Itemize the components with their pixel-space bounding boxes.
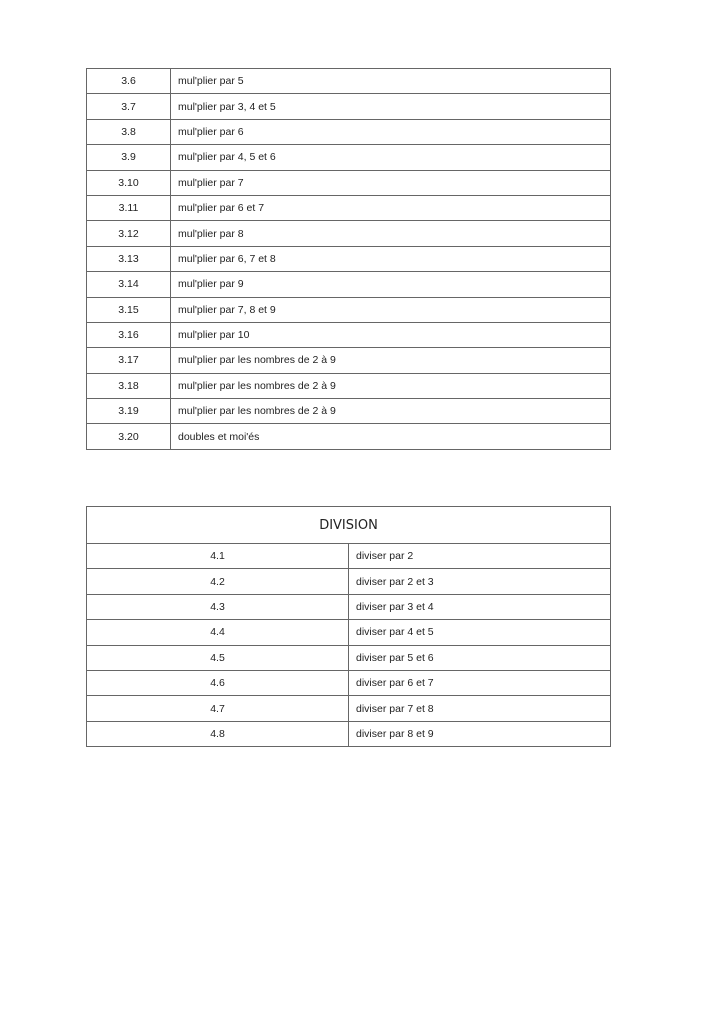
row-number: 3.6 (87, 69, 171, 94)
table-row (87, 119, 611, 144)
row-label: mul'plier par 6 (171, 119, 611, 144)
row-number: 3.18 (87, 373, 171, 398)
row-label: diviser par 5 et 6 (349, 645, 611, 670)
row-number: 3.20 (87, 424, 171, 449)
table-row (87, 620, 611, 645)
table-row (87, 195, 611, 220)
row-number: 3.16 (87, 322, 171, 347)
row-number: 4.7 (87, 696, 349, 721)
row-label: mul'plier par 7 (171, 170, 611, 195)
row-label: diviser par 2 et 3 (349, 569, 611, 594)
row-number: 3.8 (87, 119, 171, 144)
row-number: 3.17 (87, 348, 171, 373)
row-number: 3.11 (87, 195, 171, 220)
row-label: mul'plier par 6 et 7 (171, 195, 611, 220)
table-row (87, 246, 611, 271)
row-number: 3.10 (87, 170, 171, 195)
row-label: mul'plier par 10 (171, 322, 611, 347)
row-label: mul'plier par 3, 4 et 5 (171, 94, 611, 119)
table-row (87, 322, 611, 347)
table-row (87, 670, 611, 695)
table-row (87, 145, 611, 170)
row-label: doubles et moi'és (171, 424, 611, 449)
row-label: mul'plier par 8 (171, 221, 611, 246)
row-number: 4.5 (87, 645, 349, 670)
row-label: mul'plier par 9 (171, 272, 611, 297)
table-row (87, 696, 611, 721)
table-row (87, 569, 611, 594)
table-row (87, 594, 611, 619)
row-number: 3.13 (87, 246, 171, 271)
row-number: 4.8 (87, 721, 349, 746)
table-row (87, 297, 611, 322)
row-label: mul'plier par 7, 8 et 9 (171, 297, 611, 322)
row-number: 3.9 (87, 145, 171, 170)
row-label: diviser par 3 et 4 (349, 594, 611, 619)
row-label: mul'plier par les nombres de 2 à 9 (171, 348, 611, 373)
row-label: diviser par 8 et 9 (349, 721, 611, 746)
row-label: mul'plier par 4, 5 et 6 (171, 145, 611, 170)
row-label: diviser par 2 (349, 544, 611, 569)
row-number: 3.7 (87, 94, 171, 119)
row-number: 4.2 (87, 569, 349, 594)
row-number: 4.4 (87, 620, 349, 645)
row-label: mul'plier par 5 (171, 69, 611, 94)
multiplication-table (86, 68, 611, 450)
table-row (87, 645, 611, 670)
table-row (87, 170, 611, 195)
table-row (87, 221, 611, 246)
table-row (87, 544, 611, 569)
row-number: 4.3 (87, 594, 349, 619)
table-row (87, 69, 611, 94)
row-label: mul'plier par les nombres de 2 à 9 (171, 373, 611, 398)
row-number: 3.12 (87, 221, 171, 246)
row-number: 4.1 (87, 544, 349, 569)
table-row (87, 373, 611, 398)
row-label: diviser par 7 et 8 (349, 696, 611, 721)
table-row (87, 348, 611, 373)
table-row (87, 399, 611, 424)
division-table (86, 506, 611, 747)
row-label: mul'plier par les nombres de 2 à 9 (171, 399, 611, 424)
row-number: 3.15 (87, 297, 171, 322)
row-number: 3.19 (87, 399, 171, 424)
table-row (87, 721, 611, 746)
table-row (87, 272, 611, 297)
division-title: DIVISION (87, 507, 611, 544)
row-label: diviser par 4 et 5 (349, 620, 611, 645)
table-row (87, 424, 611, 449)
row-label: mul'plier par 6, 7 et 8 (171, 246, 611, 271)
row-label: diviser par 6 et 7 (349, 670, 611, 695)
row-number: 3.14 (87, 272, 171, 297)
row-number: 4.6 (87, 670, 349, 695)
table-row (87, 94, 611, 119)
